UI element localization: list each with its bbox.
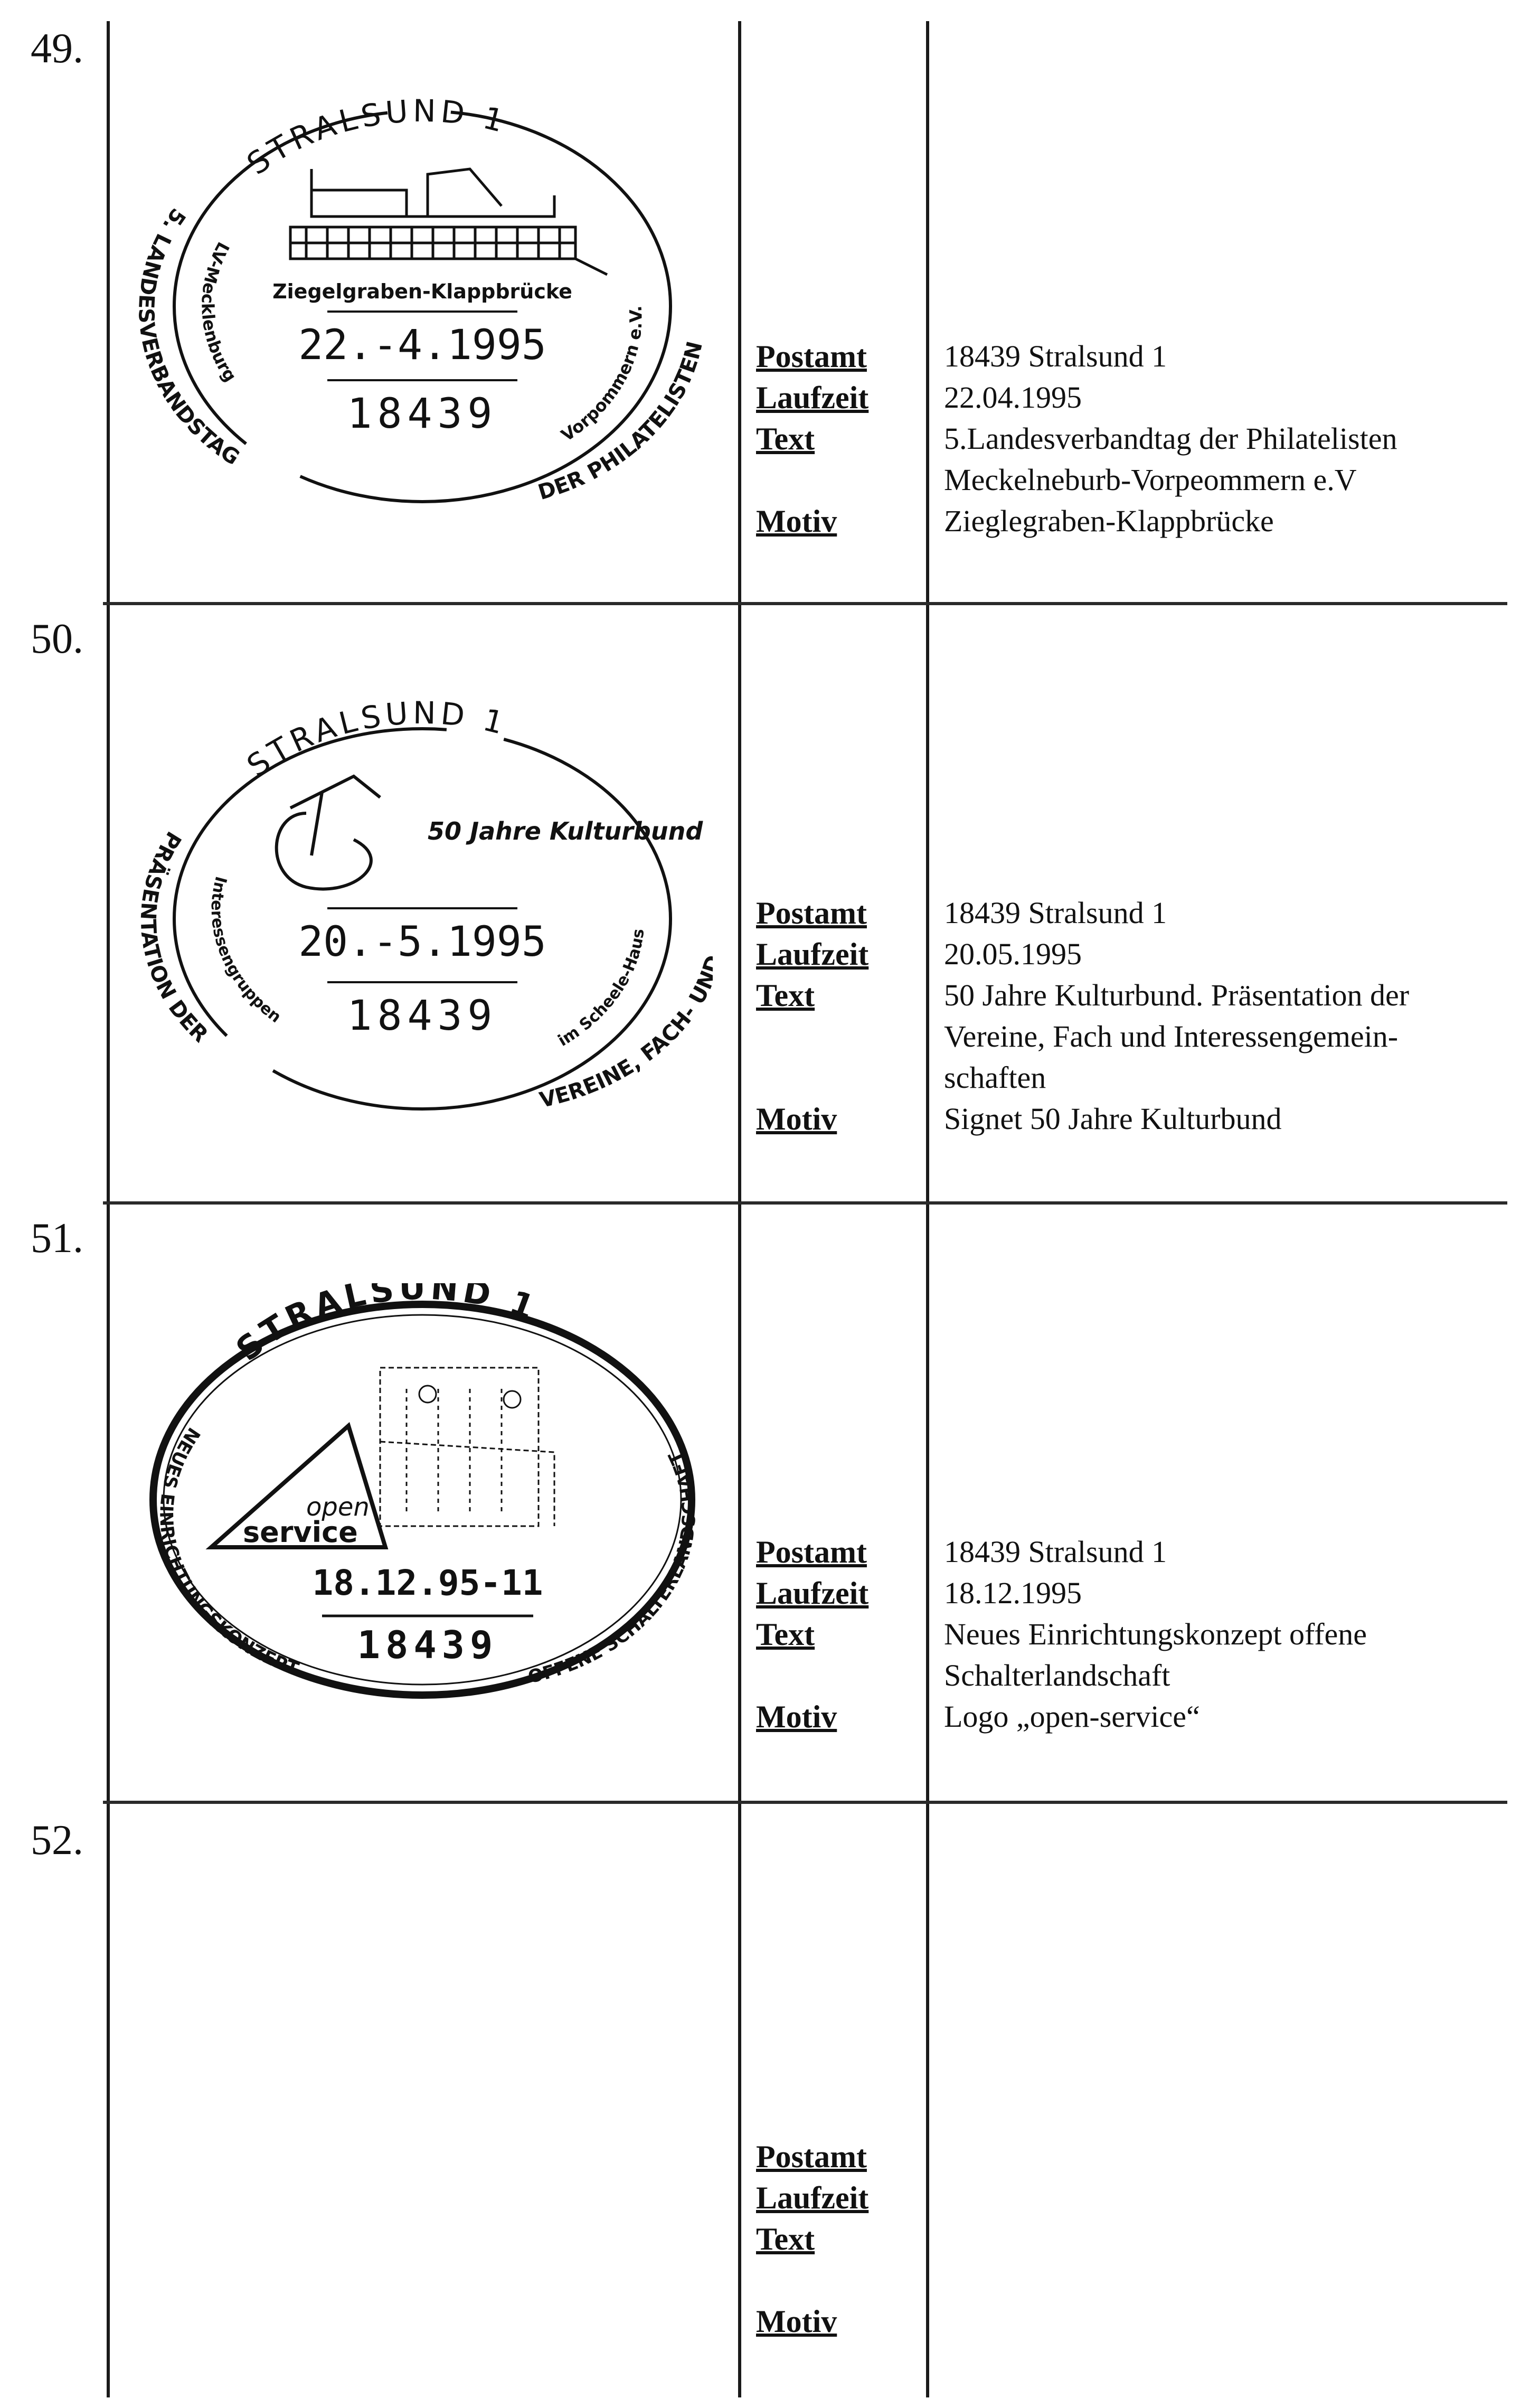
svg-text:im Scheele-Haus [555, 928, 648, 1050]
label-laufzeit: Laufzeit [756, 2180, 869, 2215]
stamp-right-text: VEREINE, FACH- U [537, 982, 713, 1113]
stamp-logo-service: service [243, 1516, 358, 1549]
svg-text:Vorpommern e.V. [558, 305, 646, 446]
field-labels [756, 1531, 936, 1737]
row-divider-2 [103, 1201, 1507, 1205]
svg-text:STRALSUND 1 [229, 1283, 543, 1369]
stamp-logo-open: open [306, 1492, 370, 1522]
label-postamt: Postamt [756, 2139, 867, 2174]
value-laufzeit: 18.12.1995 [944, 1576, 1082, 1610]
label-laufzeit: Laufzeit [756, 380, 869, 415]
label-text: Text [756, 978, 815, 1013]
value-postamt: 18439 Stralsund 1 [944, 1535, 1167, 1569]
postmark-open-service [132, 1283, 713, 1716]
stamp-top-text: STRALSUND 1 [240, 694, 512, 784]
column-divider-middle [738, 21, 741, 2397]
counter-scene-icon [380, 1368, 554, 1526]
value-laufzeit: 22.04.1995 [944, 380, 1082, 415]
label-motiv: Motiv [756, 1102, 837, 1136]
stamp-top-text: STRALSUND 1 [240, 92, 512, 182]
stamp-zip: 18439 [357, 1623, 498, 1667]
label-motiv: Motiv [756, 504, 837, 539]
stamp-date: 22.-4.1995 [298, 322, 546, 369]
stamp-right-inner-text: Vorpommern e.V. [557, 305, 646, 446]
value-laufzeit: 20.05.1995 [944, 937, 1082, 971]
stamp-right-text: OFFENE SCHALTERLANDSCHAFT [526, 1448, 700, 1688]
field-labels [756, 892, 936, 1140]
svg-text:STRALSUND 1 [240, 695, 511, 784]
postmark-stamp [132, 84, 713, 518]
stamp-top-text: STRALSUND 1 [229, 1283, 544, 1369]
stamp-left-text: 5. LANDESVERBANDSTAG [133, 203, 244, 471]
stamp-zip: 18439 [347, 390, 498, 438]
stamp-caption: 50 Jahre Kulturbund [428, 817, 703, 845]
value-postamt: 18439 Stralsund 1 [944, 339, 1167, 373]
label-laufzeit: Laufzeit [756, 1576, 869, 1611]
label-text: Text [756, 1617, 815, 1652]
entry-number: 49. [31, 25, 83, 72]
value-text: Neues Einrichtungskonzept offene Schalterlandschaft [944, 1617, 1367, 1692]
postmark-stamp [132, 1283, 713, 1716]
entry-number: 52. [31, 1817, 83, 1864]
postmark-ziegelgraben-klappbruecke [132, 84, 713, 518]
label-motiv: Motiv [756, 1699, 837, 1734]
svg-text:NEUES EINRICHTUNGSKONZEPT [155, 1424, 301, 1680]
entry-number: 50. [31, 616, 83, 662]
label-text: Text [756, 2222, 815, 2256]
field-labels [756, 2136, 936, 2342]
label-motiv: Motiv [756, 2304, 837, 2339]
postmark-stamp [132, 686, 713, 1120]
svg-text:Interessengruppen [207, 874, 284, 1027]
row-divider-1 [103, 602, 1507, 605]
value-motiv: Zieglegraben-Klappbrücke [944, 504, 1274, 538]
value-motiv: Signet 50 Jahre Kulturbund [944, 1102, 1282, 1136]
svg-text:LV-Mecklenburg [197, 239, 240, 385]
field-values [944, 336, 1493, 542]
stamp-left-inner-text: LV-Mecklenburg [197, 239, 241, 385]
bridge-icon [290, 169, 607, 275]
field-values [944, 1531, 1493, 1737]
stamp-zip: 18439 [347, 992, 498, 1040]
stamp-left-text: NEUES EINRICHTUNGSKONZEPT [155, 1423, 301, 1680]
field-labels [756, 336, 936, 542]
value-postamt: 18439 Stralsund 1 [944, 896, 1167, 930]
stamp-date: 18.12.95-11 [312, 1563, 543, 1603]
label-postamt: Postamt [756, 339, 867, 374]
row-divider-3 [103, 1801, 1507, 1804]
label-laufzeit: Laufzeit [756, 937, 869, 972]
kulturbund-signet-icon [277, 776, 380, 889]
stamp-right-text: DER PHILATELISTEN [535, 339, 708, 505]
stamp-date: 20.-5.1995 [298, 918, 546, 966]
stamp-left-inner-text: Interessengruppen [207, 874, 285, 1027]
column-divider-left [107, 21, 110, 2397]
svg-text:OFFENE SCHALTERLANDSCHAFT [526, 1447, 700, 1688]
field-values [944, 892, 1493, 1140]
stamp-left-text: PRÄSENTATION DER [135, 827, 213, 1048]
stamp-caption: Ziegelgraben-Klappbrücke [272, 280, 572, 303]
label-postamt: Postamt [756, 896, 867, 930]
value-text: 50 Jahre Kulturbund. Präsentation der Vereine, Fach und Interessengemein-schaften [944, 978, 1410, 1095]
entry-number: 51. [31, 1215, 83, 1262]
label-text: Text [756, 421, 815, 456]
postmark-kulturbund [132, 686, 713, 1120]
value-text: 5.Landesverbandtag der Philatelisten Meckelneburb-Vorpeommern e.V [944, 421, 1397, 497]
stamp-right-inner-text: im Scheele-Haus [554, 928, 648, 1050]
label-postamt: Postamt [756, 1535, 867, 1569]
value-motiv: Logo „open-service“ [944, 1699, 1200, 1734]
